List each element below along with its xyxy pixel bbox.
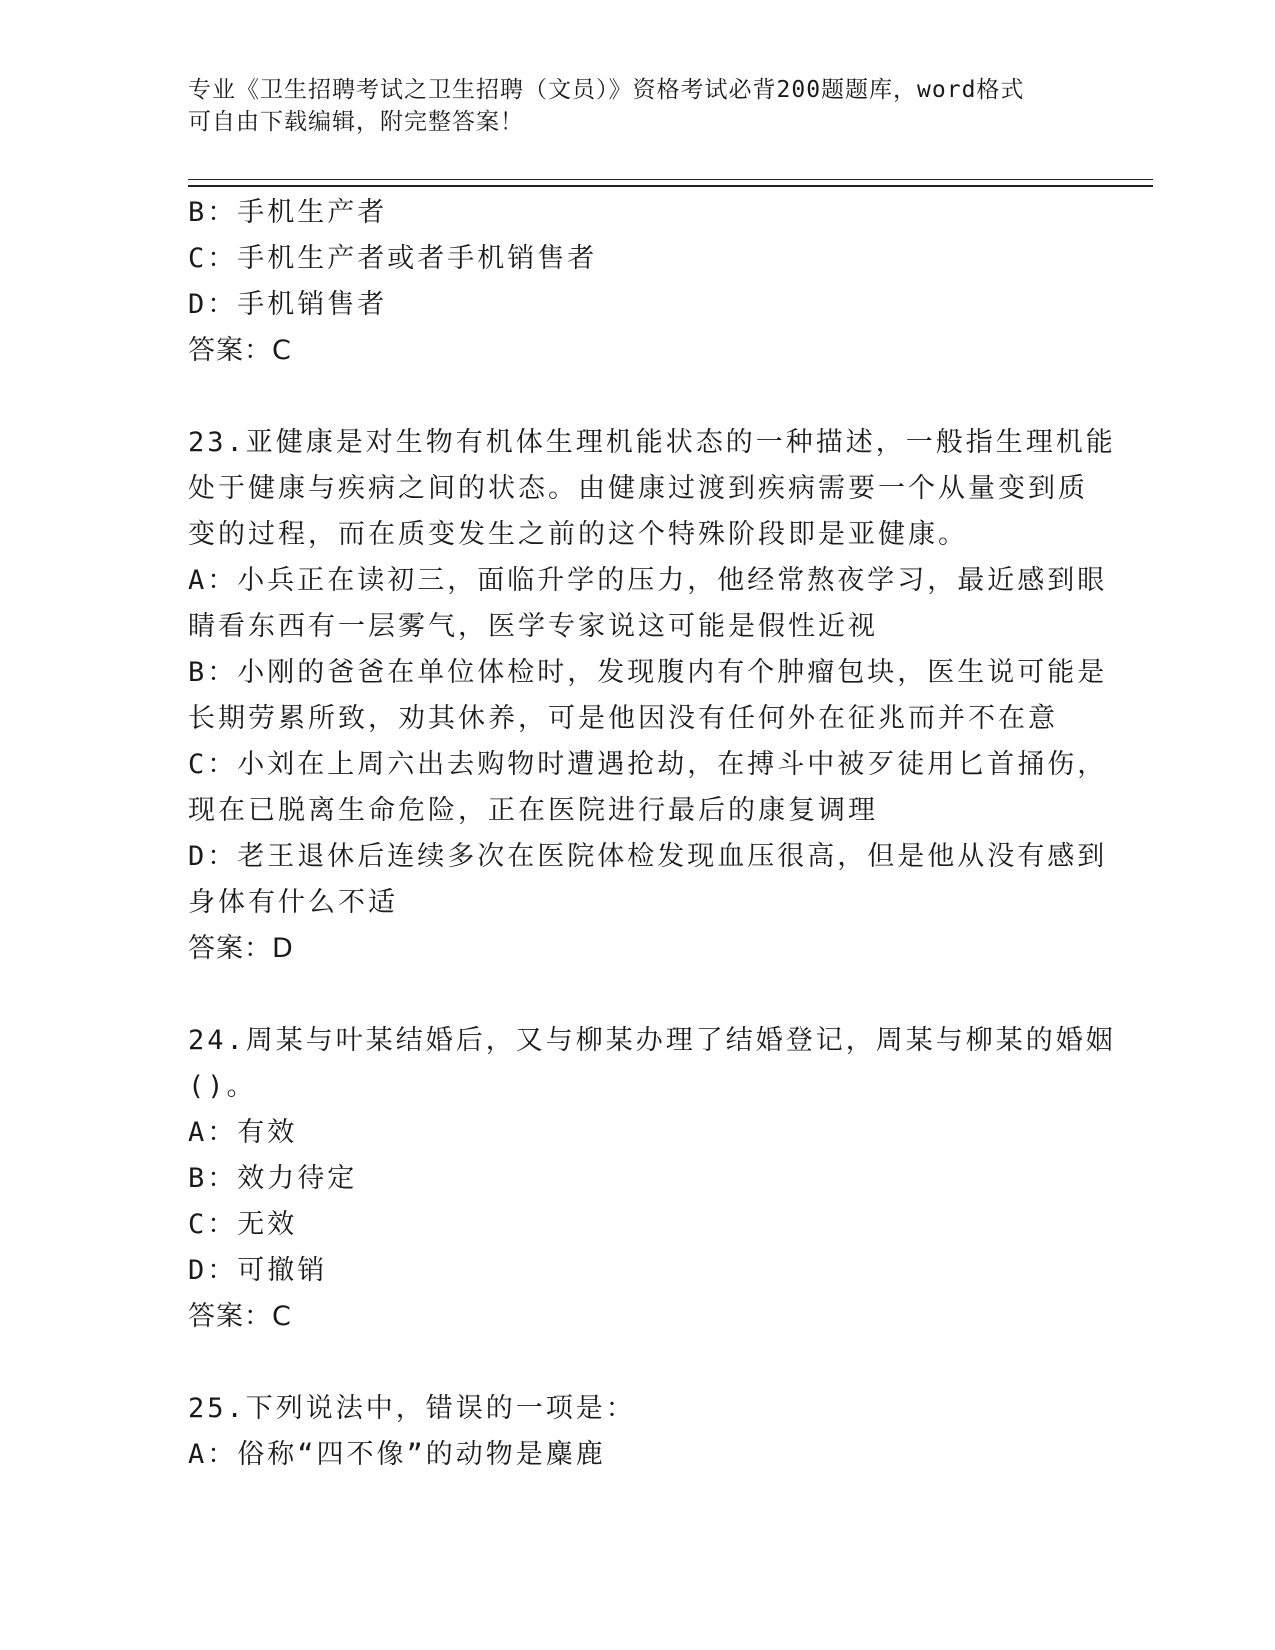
q23-option-c-line-2: 现在已脱离生命危险，正在医院进行最后的康复调理 [188, 795, 878, 826]
question-25 [188, 1386, 1088, 1478]
q24-stem-line-2: ()。 [188, 1071, 257, 1102]
q22-answer: 答案：C [188, 335, 292, 366]
q23-answer: 答案：D [188, 933, 294, 964]
q22-option-d: D：手机销售者 [188, 289, 388, 320]
q22-option-c: C：手机生产者或者手机销售者 [188, 243, 598, 274]
spacer [188, 972, 1088, 1018]
question-23 [188, 420, 1116, 972]
spacer [188, 1340, 1088, 1386]
q25-option-a: A：俗称“四不像”的动物是麋鹿 [188, 1439, 606, 1470]
header-title-line-2: 可自由下载编辑，附完整答案！ [188, 109, 524, 135]
q23-stem-line-3: 变的过程，而在质变发生之前的这个特殊阶段即是亚健康。 [188, 519, 968, 550]
header-title-line-1: 专业《卫生招聘考试之卫生招聘（文员）》资格考试必背200题题库，word格式 [188, 77, 1025, 103]
q23-option-b-line-1: B：小刚的爸爸在单位体检时，发现腹内有个肿瘤包块，医生说可能是 [188, 657, 1108, 688]
question-content [188, 190, 1116, 1478]
spacer [188, 374, 1088, 420]
q23-option-c-line-1: C：小刘在上周六出去购物时遭遇抢劫，在搏斗中被歹徒用匕首捅伤， [188, 749, 1108, 780]
question-24 [188, 1018, 1116, 1340]
q24-option-c: C：无效 [188, 1209, 298, 1240]
q25-stem: 25.下列说法中，错误的一项是： [188, 1393, 636, 1424]
q24-answer: 答案：C [188, 1301, 292, 1332]
q24-option-d: D：可撤销 [188, 1255, 328, 1286]
header-divider-thick [188, 185, 1153, 187]
q23-stem-line-2: 处于健康与疾病之间的状态。由健康过渡到疾病需要一个从量变到质 [188, 473, 1088, 504]
q23-stem-line-1: 23.亚健康是对生物有机体生理机能状态的一种描述，一般指生理机能 [188, 427, 1116, 458]
q23-option-a-line-2: 睛看东西有一层雾气，医学专家说这可能是假性近视 [188, 611, 878, 642]
document-header [188, 74, 1088, 138]
q23-option-b-line-2: 长期劳累所致，劝其休养，可是他因没有任何外在征兆而并不在意 [188, 703, 1058, 734]
q24-option-b: B：效力待定 [188, 1163, 358, 1194]
q24-stem-line-1: 24.周某与叶某结婚后，又与柳某办理了结婚登记，周某与柳某的婚姻 [188, 1025, 1116, 1056]
q24-option-a: A：有效 [188, 1117, 298, 1148]
q22-option-b: B：手机生产者 [188, 197, 388, 228]
q23-option-d-line-2: 身体有什么不适 [188, 887, 398, 918]
q23-option-d-line-1: D：老王退休后连续多次在医院体检发现血压很高，但是他从没有感到 [188, 841, 1108, 872]
q23-option-a-line-1: A：小兵正在读初三，面临升学的压力，他经常熬夜学习，最近感到眼 [188, 565, 1108, 596]
question-22 [188, 190, 1088, 374]
header-divider-thin [188, 179, 1153, 180]
